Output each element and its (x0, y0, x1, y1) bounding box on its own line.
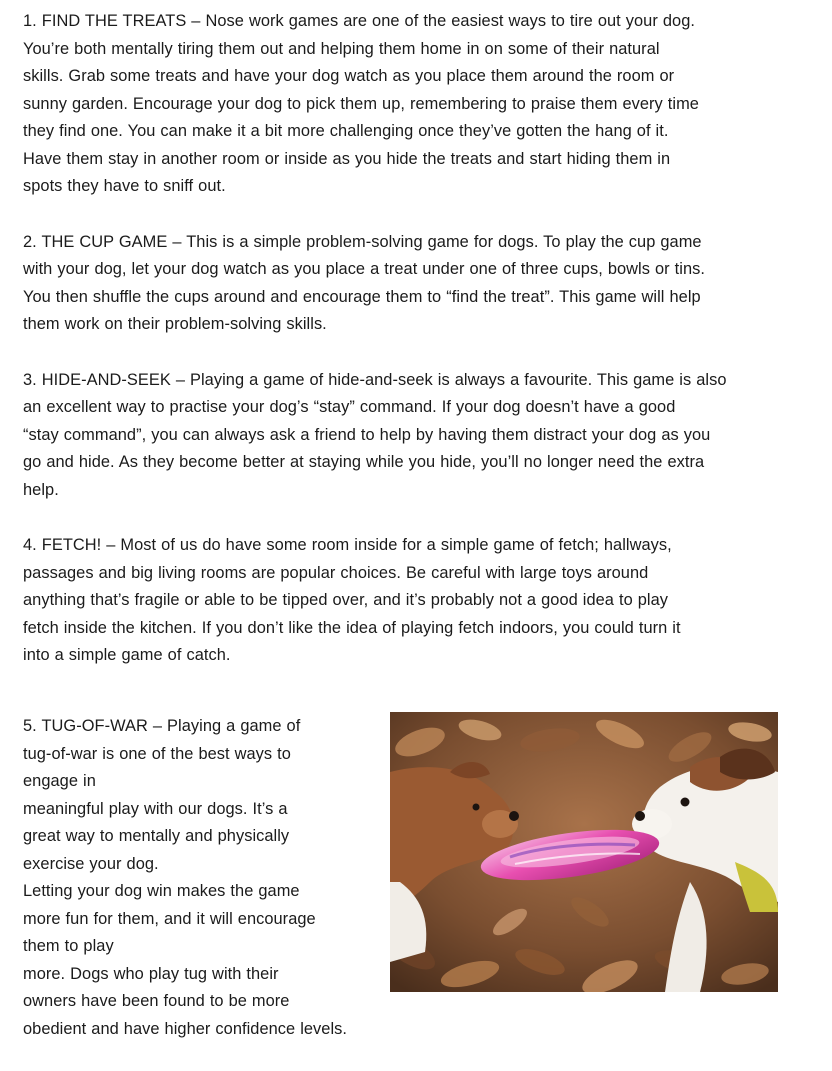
text-line: anything that’s fragile or able to be tipped over, and it’s probably not a good idea to play (23, 591, 669, 609)
article-body (23, 8, 793, 698)
text-line: 1. FIND THE TREATS – Nose work games are one of the easiest ways to tire out your dog. (23, 12, 695, 30)
text-line: more fun for them, and it will encourage (23, 909, 316, 928)
text-line: sunny garden. Encourage your dog to pick them up, remembering to praise them every time (23, 94, 699, 113)
text-line: engage in (23, 772, 96, 790)
dogs-tug-of-war-photo (390, 712, 778, 992)
section-cup-game (23, 229, 793, 339)
text-line: obedient and have higher confidence levels. (23, 1019, 347, 1038)
text-line: go and hide. As they become better at staying while you hide, you’ll no longer need the extra (23, 453, 705, 471)
text-line: You’re both mentally tiring them out and helping them home in on some of their natural (23, 39, 660, 58)
text-line: skills. Grab some treats and have your dog watch as you place them around the room or (23, 67, 675, 85)
text-line: Have them stay in another room or inside as you hide the treats and start hiding them in (23, 149, 671, 168)
section-find-the-treats (23, 8, 793, 201)
text-line: fetch inside the kitchen. If you don’t like the idea of playing fetch indoors, you could turn it (23, 618, 681, 637)
text-line: great way to mentally and physically (23, 827, 290, 845)
text-line: with your dog, let your dog watch as you place a treat under one of three cups, bowls or tins. (23, 260, 705, 278)
text-line: Letting your dog win makes the game (23, 882, 300, 900)
text-line: help. (23, 480, 59, 499)
text-line: 3. HIDE-AND-SEEK – Playing a game of hide-and-seek is always a favourite. This game is also (23, 370, 727, 389)
text-line: You then shuffle the cups around and encourage them to “find the treat”. This game will help (23, 287, 701, 306)
text-line: more. Dogs who play tug with their (23, 964, 279, 983)
text-line: spots they have to sniff out. (23, 177, 226, 195)
text-line: 2. THE CUP GAME – This is a simple problem-solving game for dogs. To play the cup game (23, 232, 702, 251)
text-line: an excellent way to practise your dog’s “stay” command. If your dog doesn’t have a good (23, 398, 676, 416)
section-hide-and-seek (23, 367, 793, 505)
text-line: passages and big living rooms are popular choices. Be careful with large toys around (23, 563, 649, 582)
text-line: them to play (23, 937, 114, 955)
text-line: tug-of-war is one of the best ways to (23, 744, 291, 763)
tug-of-war-paragraph (23, 713, 403, 1043)
text-line: into a simple game of catch. (23, 646, 231, 664)
section-tug-of-war (23, 713, 403, 1071)
text-line: them work on their problem-solving skills. (23, 315, 327, 333)
text-line: “stay command”, you can always ask a friend to help by having them distract your dog as you (23, 425, 711, 444)
text-line: meaningful play with our dogs. It’s a (23, 799, 288, 818)
text-line: owners have been found to be more (23, 992, 290, 1010)
text-line: exercise your dog. (23, 854, 159, 873)
text-line: 5. TUG-OF-WAR – Playing a game of (23, 717, 301, 735)
section-fetch (23, 532, 793, 670)
text-line: they find one. You can make it a bit more challenging once they’ve gotten the hang of it. (23, 122, 669, 140)
text-line: 4. FETCH! – Most of us do have some room inside for a simple game of fetch; hallways, (23, 536, 672, 554)
